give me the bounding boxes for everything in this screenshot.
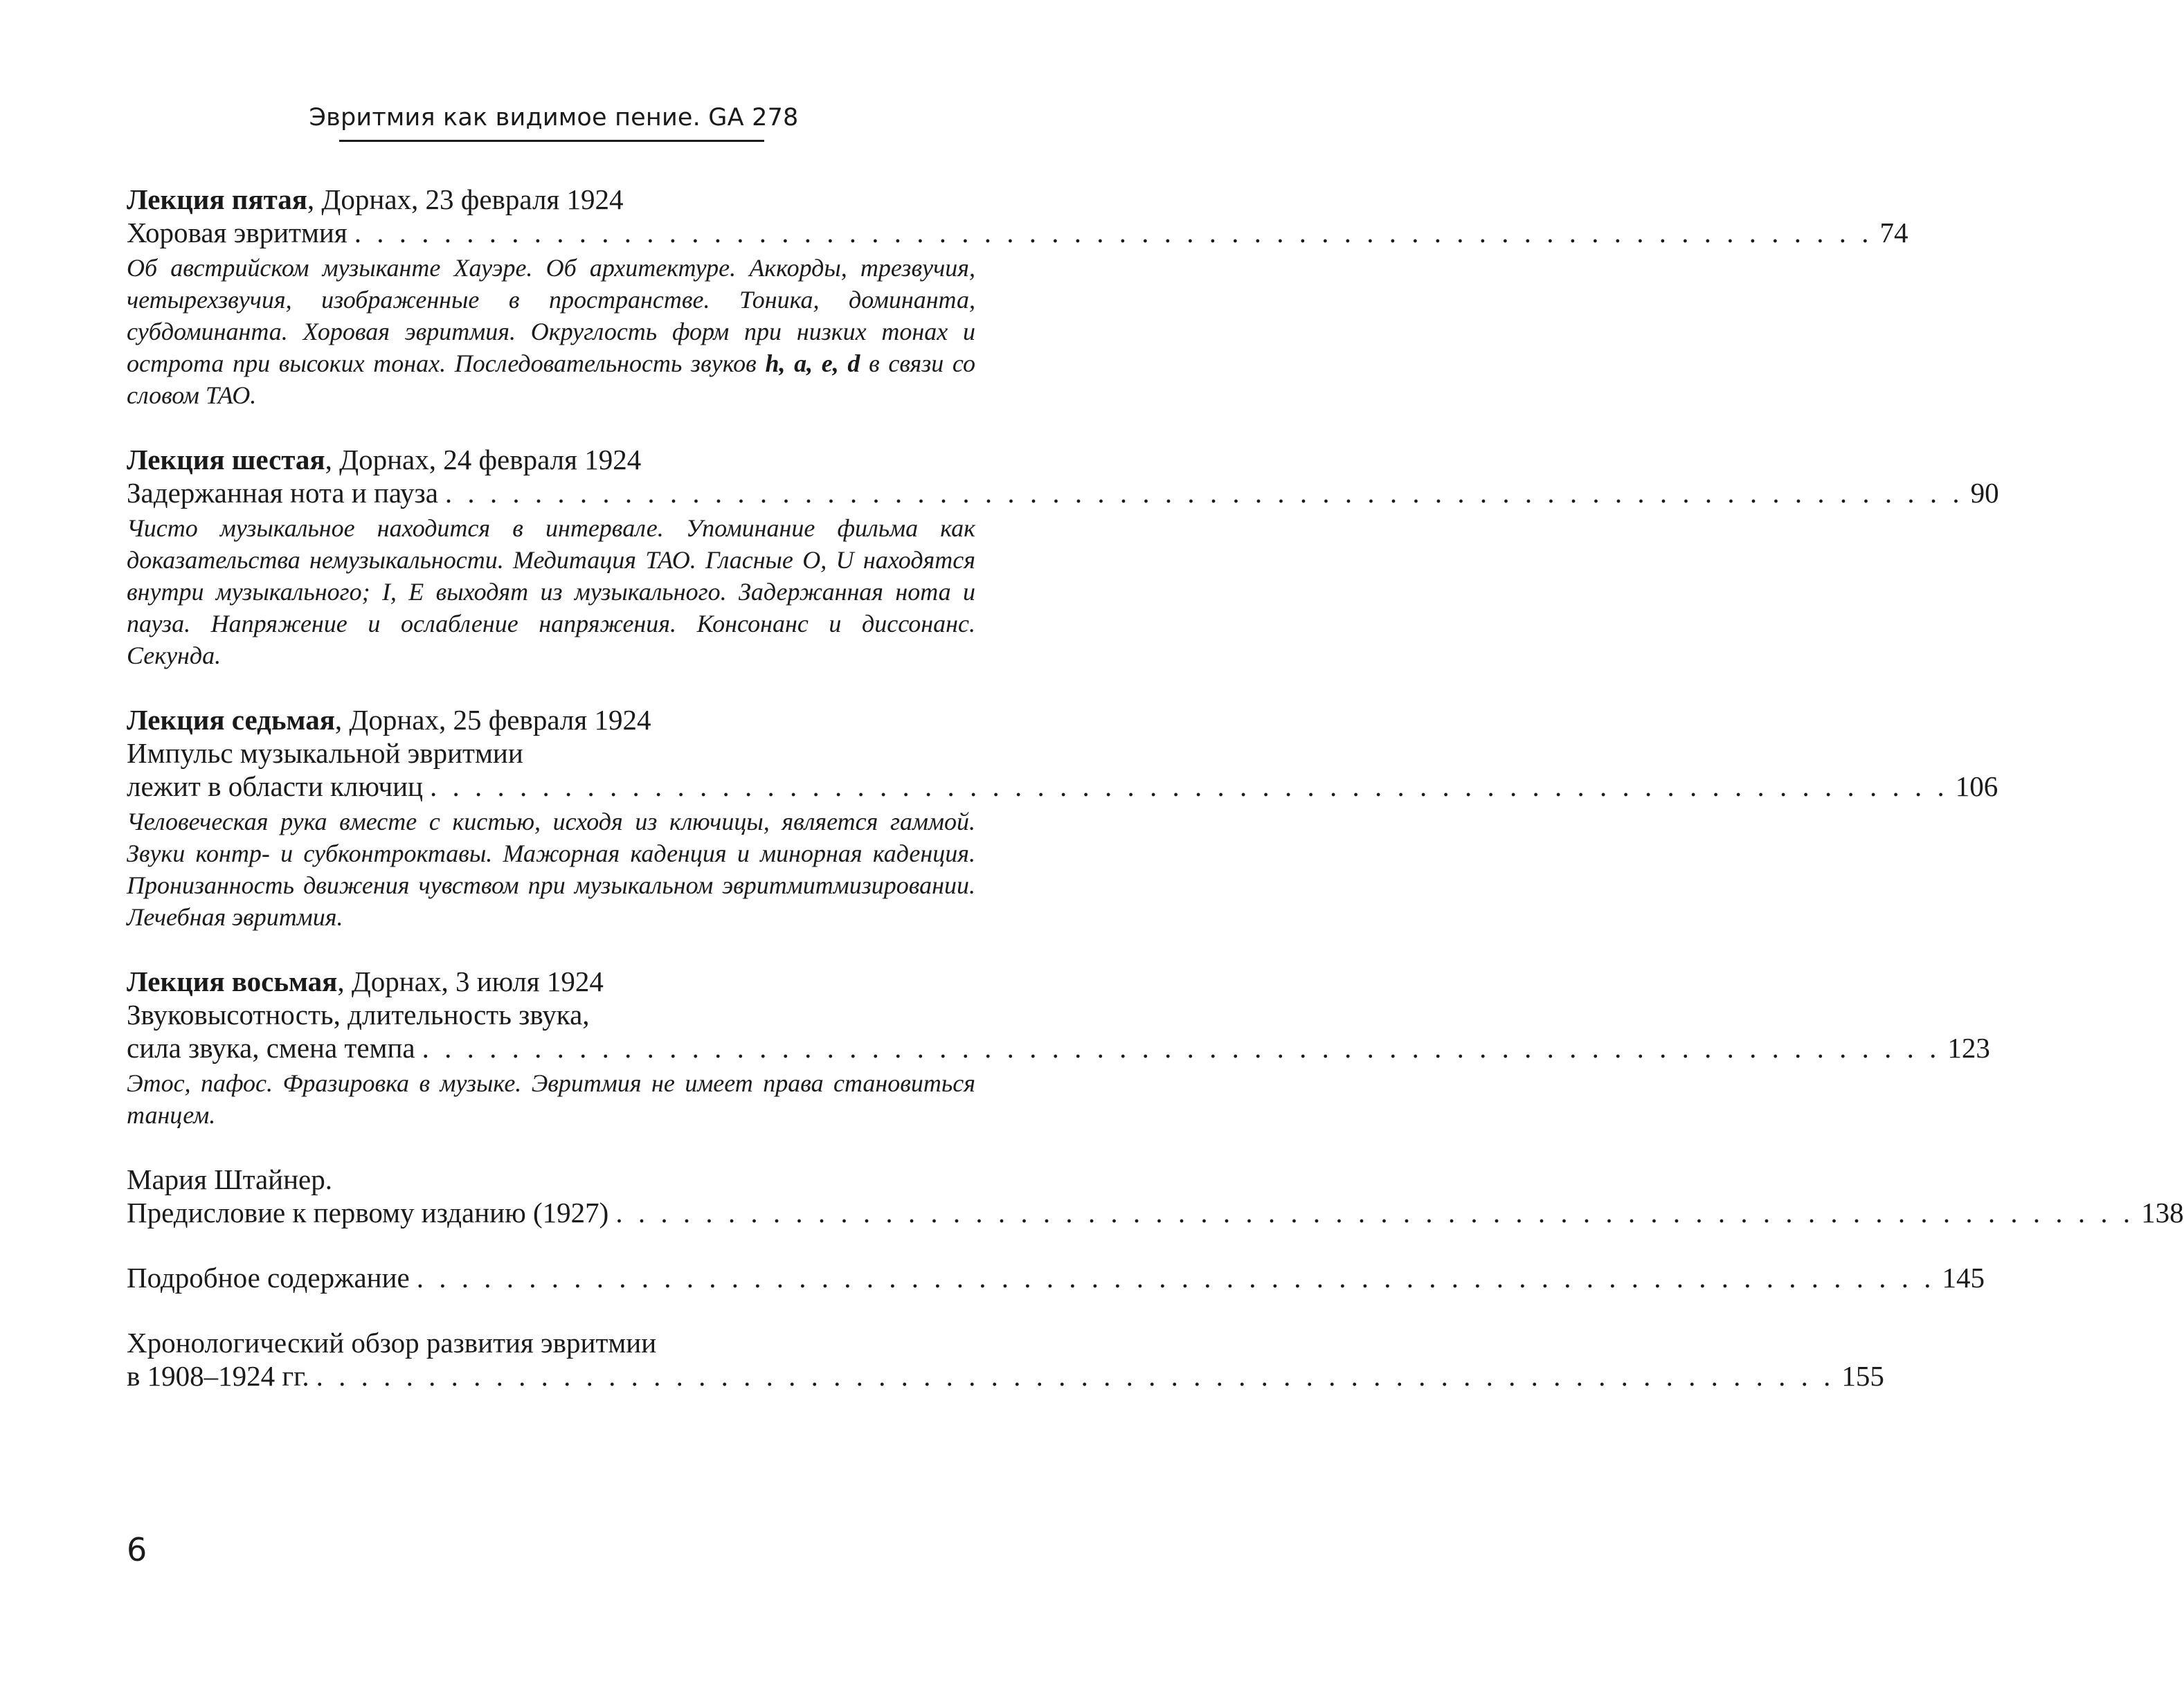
toc-entry-label: в 1908–1924 гг. xyxy=(127,1360,309,1392)
toc-section-lecture-5 xyxy=(127,183,1908,411)
toc-entry-label-line: Хронологический обзор развития эвритмии xyxy=(127,1327,657,1359)
toc-page-number: 90 xyxy=(1970,477,1999,509)
toc-entry[interactable] xyxy=(127,1196,2184,1229)
leader-dots: . . . . . . . . . . . . . . . . . . . . . . . . . . . . . . . . . . . . . . . . . . . . . . . . . . . . . . . . . . . . . . . . . . . . xyxy=(429,770,1949,802)
toc-entry[interactable] xyxy=(127,1031,1990,1064)
toc-page-number: 155 xyxy=(1841,1360,1884,1392)
toc-section-lecture-8 xyxy=(127,965,1990,1131)
page-number: 6 xyxy=(127,1531,147,1568)
toc-page-number: 106 xyxy=(1955,770,1998,802)
leader-dots: . . . . . . . . . . . . . . . . . . . . . . . . . . . . . . . . . . . . . . . . . . . . . . . . . . . . . . . . . . . . . . . . . . . . xyxy=(444,477,1964,509)
lecture-title xyxy=(127,703,975,736)
leader-dots: . . . . . . . . . . . . . . . . . . . . . . . . . . . . . . . . . . . . . . . . . . . . . . . . . . . . . . . . . . . . . . . . . . . . xyxy=(422,1032,1941,1064)
lecture-abstract xyxy=(127,252,975,411)
table-of-contents xyxy=(127,183,2184,1424)
toc-section-preface xyxy=(127,1163,2184,1229)
header-rule xyxy=(339,140,764,142)
toc-entry-author: Мария Штайнер. xyxy=(127,1163,333,1195)
toc-entry[interactable] xyxy=(127,770,1998,803)
leader-dots: . . . . . . . . . . . . . . . . . . . . . . . . . . . . . . . . . . . . . . . . . . . . . . . . . . . . . . . . . . . . . . . . . . . . xyxy=(615,1197,2135,1229)
leader-dots: . . . . . . . . . . . . . . . . . . . . . . . . . . . . . . . . . . . . . . . . . . . . . . . . . . . . . . . . . . . . . . . . . . . . xyxy=(354,217,1873,248)
toc-entry[interactable] xyxy=(127,1261,1985,1294)
toc-entry-label: Хоровая эвритмия xyxy=(127,217,348,248)
lecture-title xyxy=(127,965,975,998)
lecture-title-rest: , Дорнах, 24 февраля 1924 xyxy=(325,444,642,475)
lecture-title-rest: , Дорнах, 23 февраля 1924 xyxy=(307,183,624,215)
toc-entry-label-line: Звуковысотность, длительность звука, xyxy=(127,999,590,1031)
toc-section-lecture-6 xyxy=(127,443,1999,671)
leader-dots: . . . . . . . . . . . . . . . . . . . . . . . . . . . . . . . . . . . . . . . . . . . . . . . . . . . . . . . . . . . . . . . . . . . . xyxy=(316,1360,1835,1392)
toc-section-lecture-7 xyxy=(127,703,1998,933)
lecture-title-bold: Лекция шестая xyxy=(127,444,325,475)
lecture-title-bold: Лекция восьмая xyxy=(127,966,338,997)
abstract-text-end: в связи со словом ТАО. xyxy=(127,350,976,409)
toc-section-detailed-contents xyxy=(127,1261,1985,1294)
lecture-title xyxy=(127,443,975,476)
lecture-title xyxy=(127,183,975,216)
toc-entry[interactable] xyxy=(127,1359,1884,1393)
toc-page-number: 74 xyxy=(1879,217,1908,248)
leader-dots: . . . . . . . . . . . . . . . . . . . . . . . . . . . . . . . . . . . . . . . . . . . . . . . . . . . . . . . . . . . . . . . . . . . . xyxy=(416,1262,1935,1294)
lecture-title-rest: , Дорнах, 25 февраля 1924 xyxy=(334,704,651,736)
abstract-text: Об австрийском музыканте Хауэре. Об архитектуре. Аккорды, трезвучия, четырехзвучия, изображенные в пространстве. Тоника, доминанта, субдоминанта. Хоровая эвритмия. Округлость форм при низких тонах и острота при высоких тонах. Последовательность звуков xyxy=(127,254,975,377)
toc-entry-label: лежит в области ключиц xyxy=(127,770,423,802)
lecture-title-rest: , Дорнах, 3 июля 1924 xyxy=(337,966,604,997)
toc-page-number: 123 xyxy=(1947,1032,1990,1064)
lecture-title-bold: Лекция пятая xyxy=(127,183,307,215)
running-head: Эвритмия как видимое пение. GA 278 xyxy=(309,104,799,132)
toc-entry-label: сила звука, смена темпа xyxy=(127,1032,415,1064)
lecture-abstract: Этос, пафос. Фразировка в музыке. Эвритмия не имеет права становиться танцем. xyxy=(127,1069,975,1129)
toc-page-number: 138 xyxy=(2141,1197,2184,1229)
toc-page-number: 145 xyxy=(1942,1262,1985,1294)
toc-section-chronology xyxy=(127,1326,1884,1393)
toc-entry[interactable] xyxy=(127,476,1999,509)
toc-entry-label-line: Импульс музыкальной эвритмии xyxy=(127,737,523,769)
toc-entry[interactable] xyxy=(127,216,1908,249)
lecture-abstract: Человеческая рука вместе с кистью, исходя из ключицы, является гаммой. Звуки контр- и субконтроктавы. Мажорная каденция и минорная каденция. Пронизанность движения чувством при музыкальном эвритмитмизировании. Лечебная эвритмия. xyxy=(127,808,975,931)
toc-entry-label: Подробное содержание xyxy=(127,1262,410,1294)
abstract-bold-notes: h, a, e, d xyxy=(765,350,860,377)
toc-entry-label: Задержанная нота и пауза xyxy=(127,477,438,509)
toc-entry-label: Предисловие к первому изданию (1927) xyxy=(127,1197,609,1229)
lecture-abstract: Чисто музыкальное находится в интервале. Упоминание фильма как доказательства немузыкальности. Медитация ТАО. Гласные O, U находятся внутри музыкального; I, E выходят из музыкального. Задержанная нота и пауза. Напряжение и ослабление напряжения. Консонанс и диссонанс. Секунда. xyxy=(127,514,975,669)
lecture-title-bold: Лекция седьмая xyxy=(127,704,335,736)
